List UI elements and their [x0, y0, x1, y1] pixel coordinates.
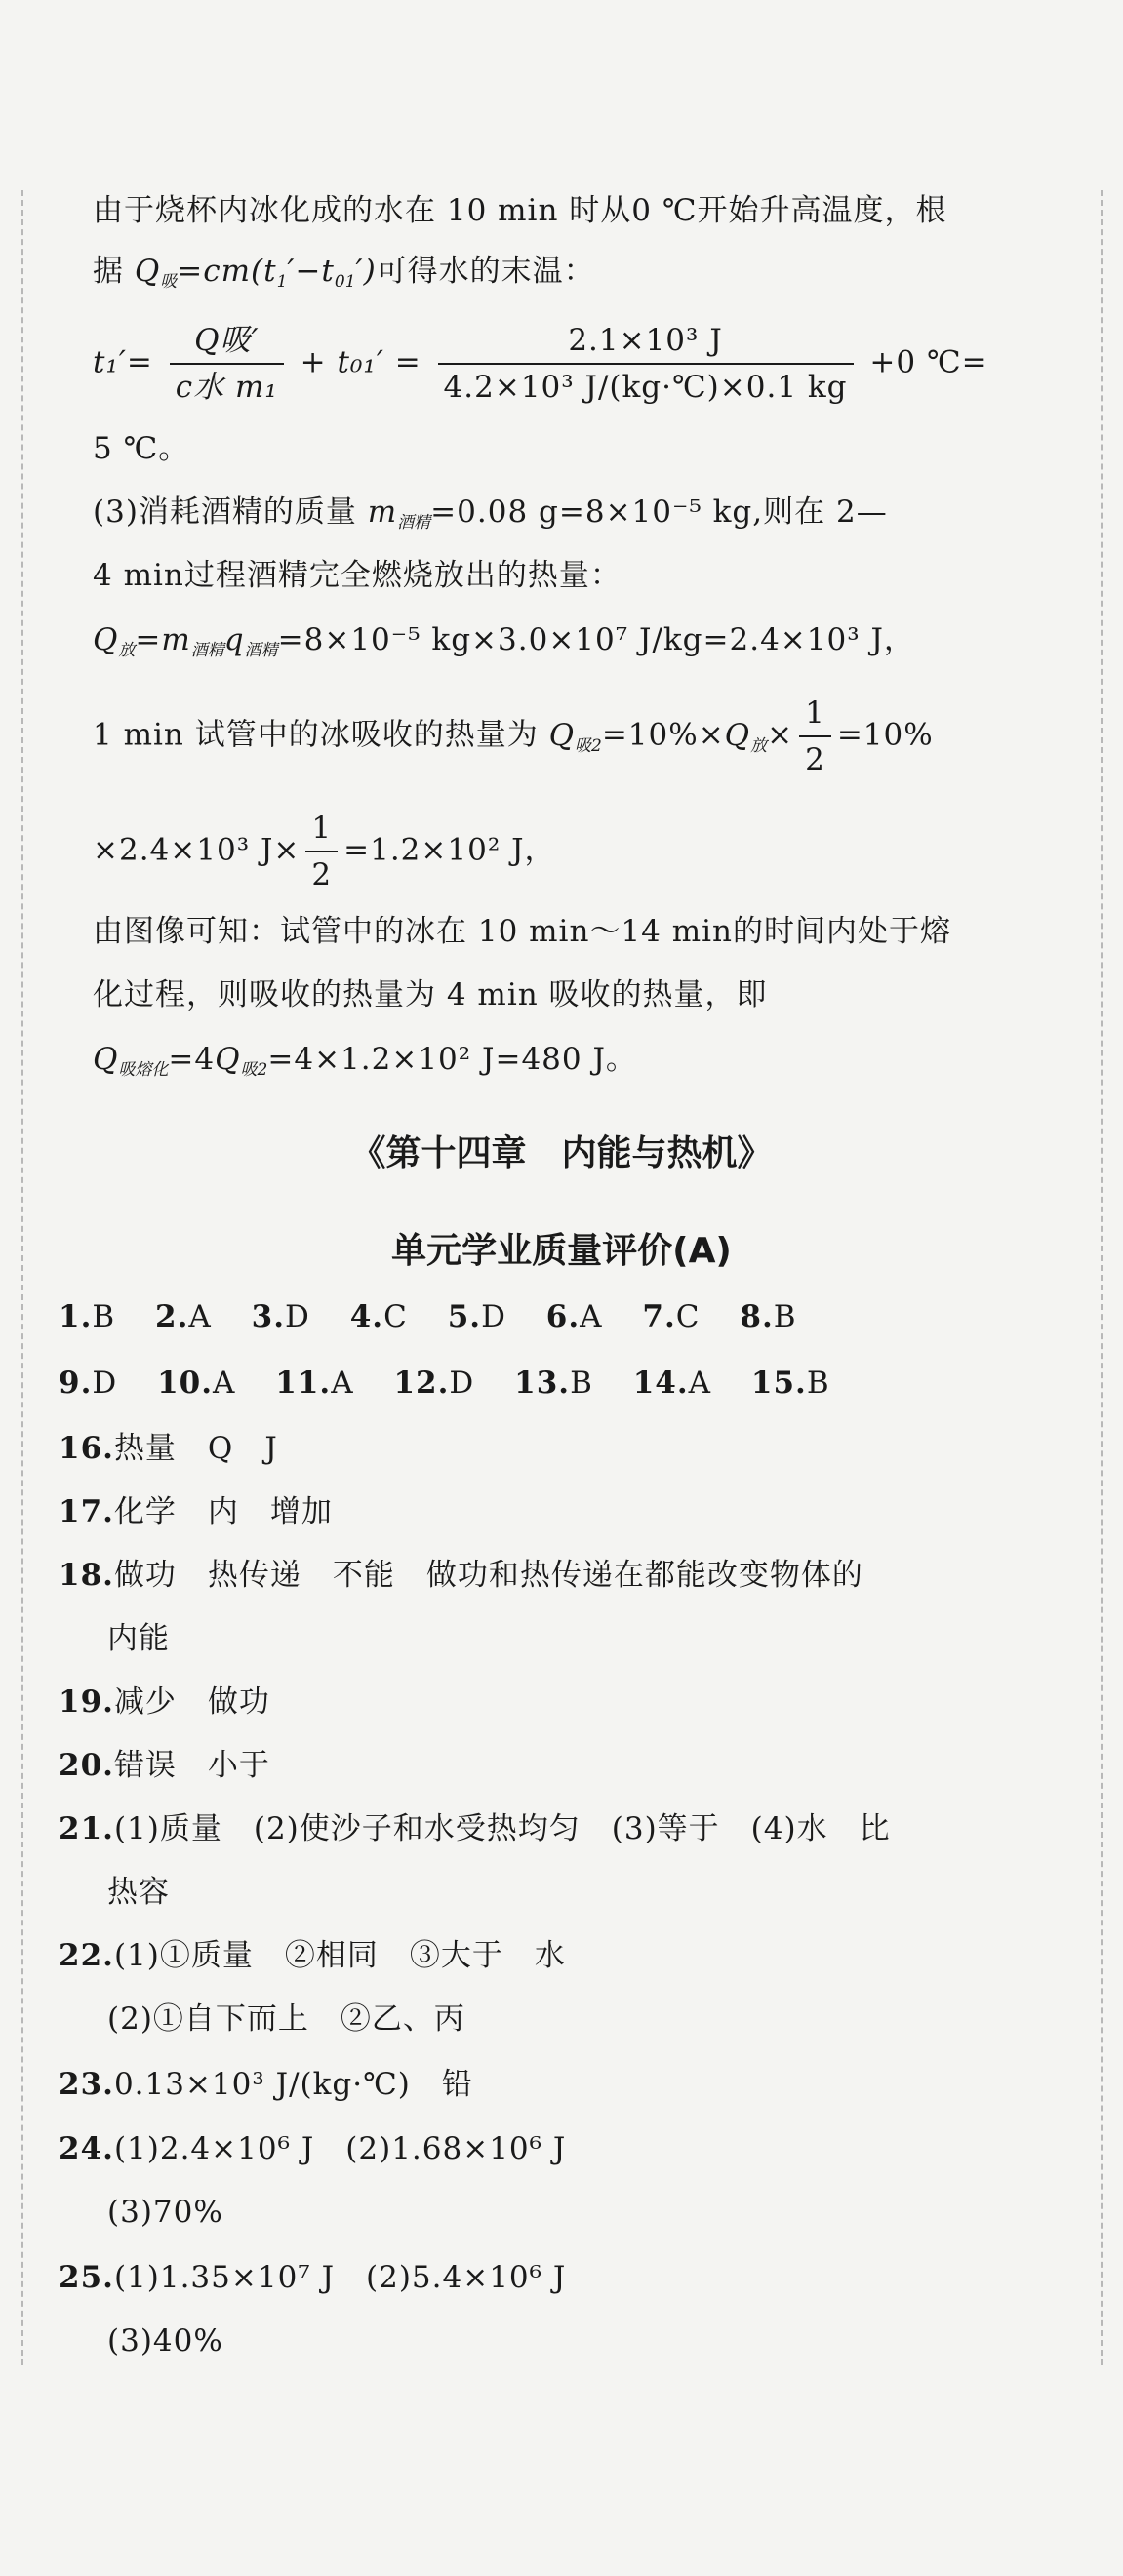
solution-line-10: 由图像可知：试管中的冰在 10 min～14 min的时间内处于熔 [93, 914, 952, 949]
answer-25: 25.(1)1.35×10⁷ J (2)5.4×10⁶ J [59, 2260, 567, 2295]
solution-line-9: ×2.4×10³ J× $\frac{1}{2}$ =1.2×10² J， [93, 811, 556, 892]
answer-17: 17.化学 内 增加 [59, 1494, 333, 1529]
fraction-q-over-cm: $\frac{\text{Q吸′}}{\text{c水 m₁}}$ [170, 322, 284, 406]
mc-answer: 7.C [642, 1299, 701, 1334]
mc-answer: 15.B [750, 1366, 830, 1401]
mc-answer: 10.A [157, 1366, 236, 1401]
formula-q-absorb: $Q_吸=cm(t_1'-t_{01}')$ [134, 254, 377, 292]
solution-line-4: 5 ℃。 [93, 431, 190, 466]
mc-answer: 14.A [632, 1366, 712, 1401]
mc-answer: 1.B [59, 1299, 116, 1334]
mc-answers-row-1 [59, 1297, 1034, 1336]
answer-20: 20.错误 小于 [59, 1748, 270, 1783]
mc-answer: 4.C [349, 1299, 408, 1334]
answer-16: 16.热量 Q J [59, 1431, 278, 1466]
solution-line-1: 由于烧杯内冰化成的水在 10 min 时从0 ℃开始升高温度，根 [93, 193, 947, 228]
symbol-q-release: $Q_放=m_{酒精}q_{酒精}$ [93, 622, 278, 660]
equation-final-temp: t₁′= $\frac{\text{Q吸′}}{\text{c水 m₁}}$ + t₀₁′ = $\frac{\text{2.1×10³ J}}{\text{4.2×10³ J/(kg·℃)×0.1 kg}}$ +0 ℃= [93, 323, 988, 405]
right-margin-line [1101, 190, 1103, 2365]
fraction-half: $\frac{1}{2}$ [799, 694, 831, 778]
section-title: 单元学业质量评价(A) [391, 1231, 732, 1271]
answer-24-cont: (3)70% [107, 2195, 223, 2230]
answer-19: 19.减少 做功 [59, 1684, 270, 1720]
mc-answer: 8.B [740, 1299, 797, 1334]
mc-answer: 5.D [447, 1299, 506, 1334]
answer-25-cont: (3)40% [107, 2323, 223, 2358]
solution-line-5: (3)消耗酒精的质量 $m_{酒精}=0.08$ g=8×10⁻⁵ kg,则在 2— [93, 495, 888, 533]
mc-answer: 11.A [275, 1366, 354, 1401]
answer-23: 23.0.13×10³ J/(kg·℃) 铅 [59, 2067, 473, 2102]
answer-22-cont: (2)①自下而上 ②乙、丙 [107, 2001, 465, 2037]
mc-answer: 12.D [393, 1366, 475, 1401]
mc-answer: 9.D [59, 1366, 118, 1401]
solution-line-7: $Q_放=m_{酒精}q_{酒精}=8\times 10^{-5}$ kg×3.0×10⁷ J/kg=2.4×10³ J， [93, 622, 915, 660]
mc-answer: 3.D [251, 1299, 310, 1334]
mc-answer: 13.B [514, 1366, 593, 1401]
answer-21-cont: 热容 [107, 1875, 170, 1910]
chapter-title: 《第十四章 内能与热机》 [350, 1133, 773, 1173]
left-margin-line [21, 190, 23, 2365]
solution-line-6: 4 min过程酒精完全燃烧放出的热量： [93, 558, 622, 593]
fraction-value: $\frac{\text{2.1×10³ J}}{\text{4.2×10³ J/(kg·℃)×0.1 kg}}$ [438, 322, 854, 406]
answer-18-cont: 内能 [107, 1621, 170, 1656]
answer-24: 24.(1)2.4×10⁶ J (2)1.68×10⁶ J [59, 2131, 567, 2166]
solution-line-11: 化过程，则吸收的热量为 4 min 吸收的热量，即 [93, 977, 768, 1012]
mc-answer: 6.A [545, 1299, 603, 1334]
fraction-half-2: $\frac{1}{2}$ [305, 810, 338, 893]
solution-line-2: 据 $Q_吸=cm(t_1'-t_{01}')$可得水的末温： [93, 254, 595, 292]
answer-21: 21.(1)质量 (2)使沙子和水受热均匀 (3)等于 (4)水 比 [59, 1811, 891, 1846]
mc-answers-row-2 [59, 1364, 1034, 1403]
mc-answer: 2.A [155, 1299, 212, 1334]
answer-18: 18.做功 热传递 不能 做功和热传递在都能改变物体的 [59, 1558, 863, 1593]
answer-22: 22.(1)①质量 ②相同 ③大于 水 [59, 1938, 566, 1973]
solution-line-8: 1 min 试管中的冰吸收的热量为 $Q_{吸2}=10\%\times Q_放\times$ $\frac{1}{2}$ =10% [93, 695, 934, 777]
symbol-m-alcohol: $m_{酒精}$ [367, 495, 431, 533]
solution-line-12: $Q_{吸熔化}=4Q_{吸2}=4\times 1.2\times 10^2$ J=480 J。 [93, 1042, 637, 1080]
